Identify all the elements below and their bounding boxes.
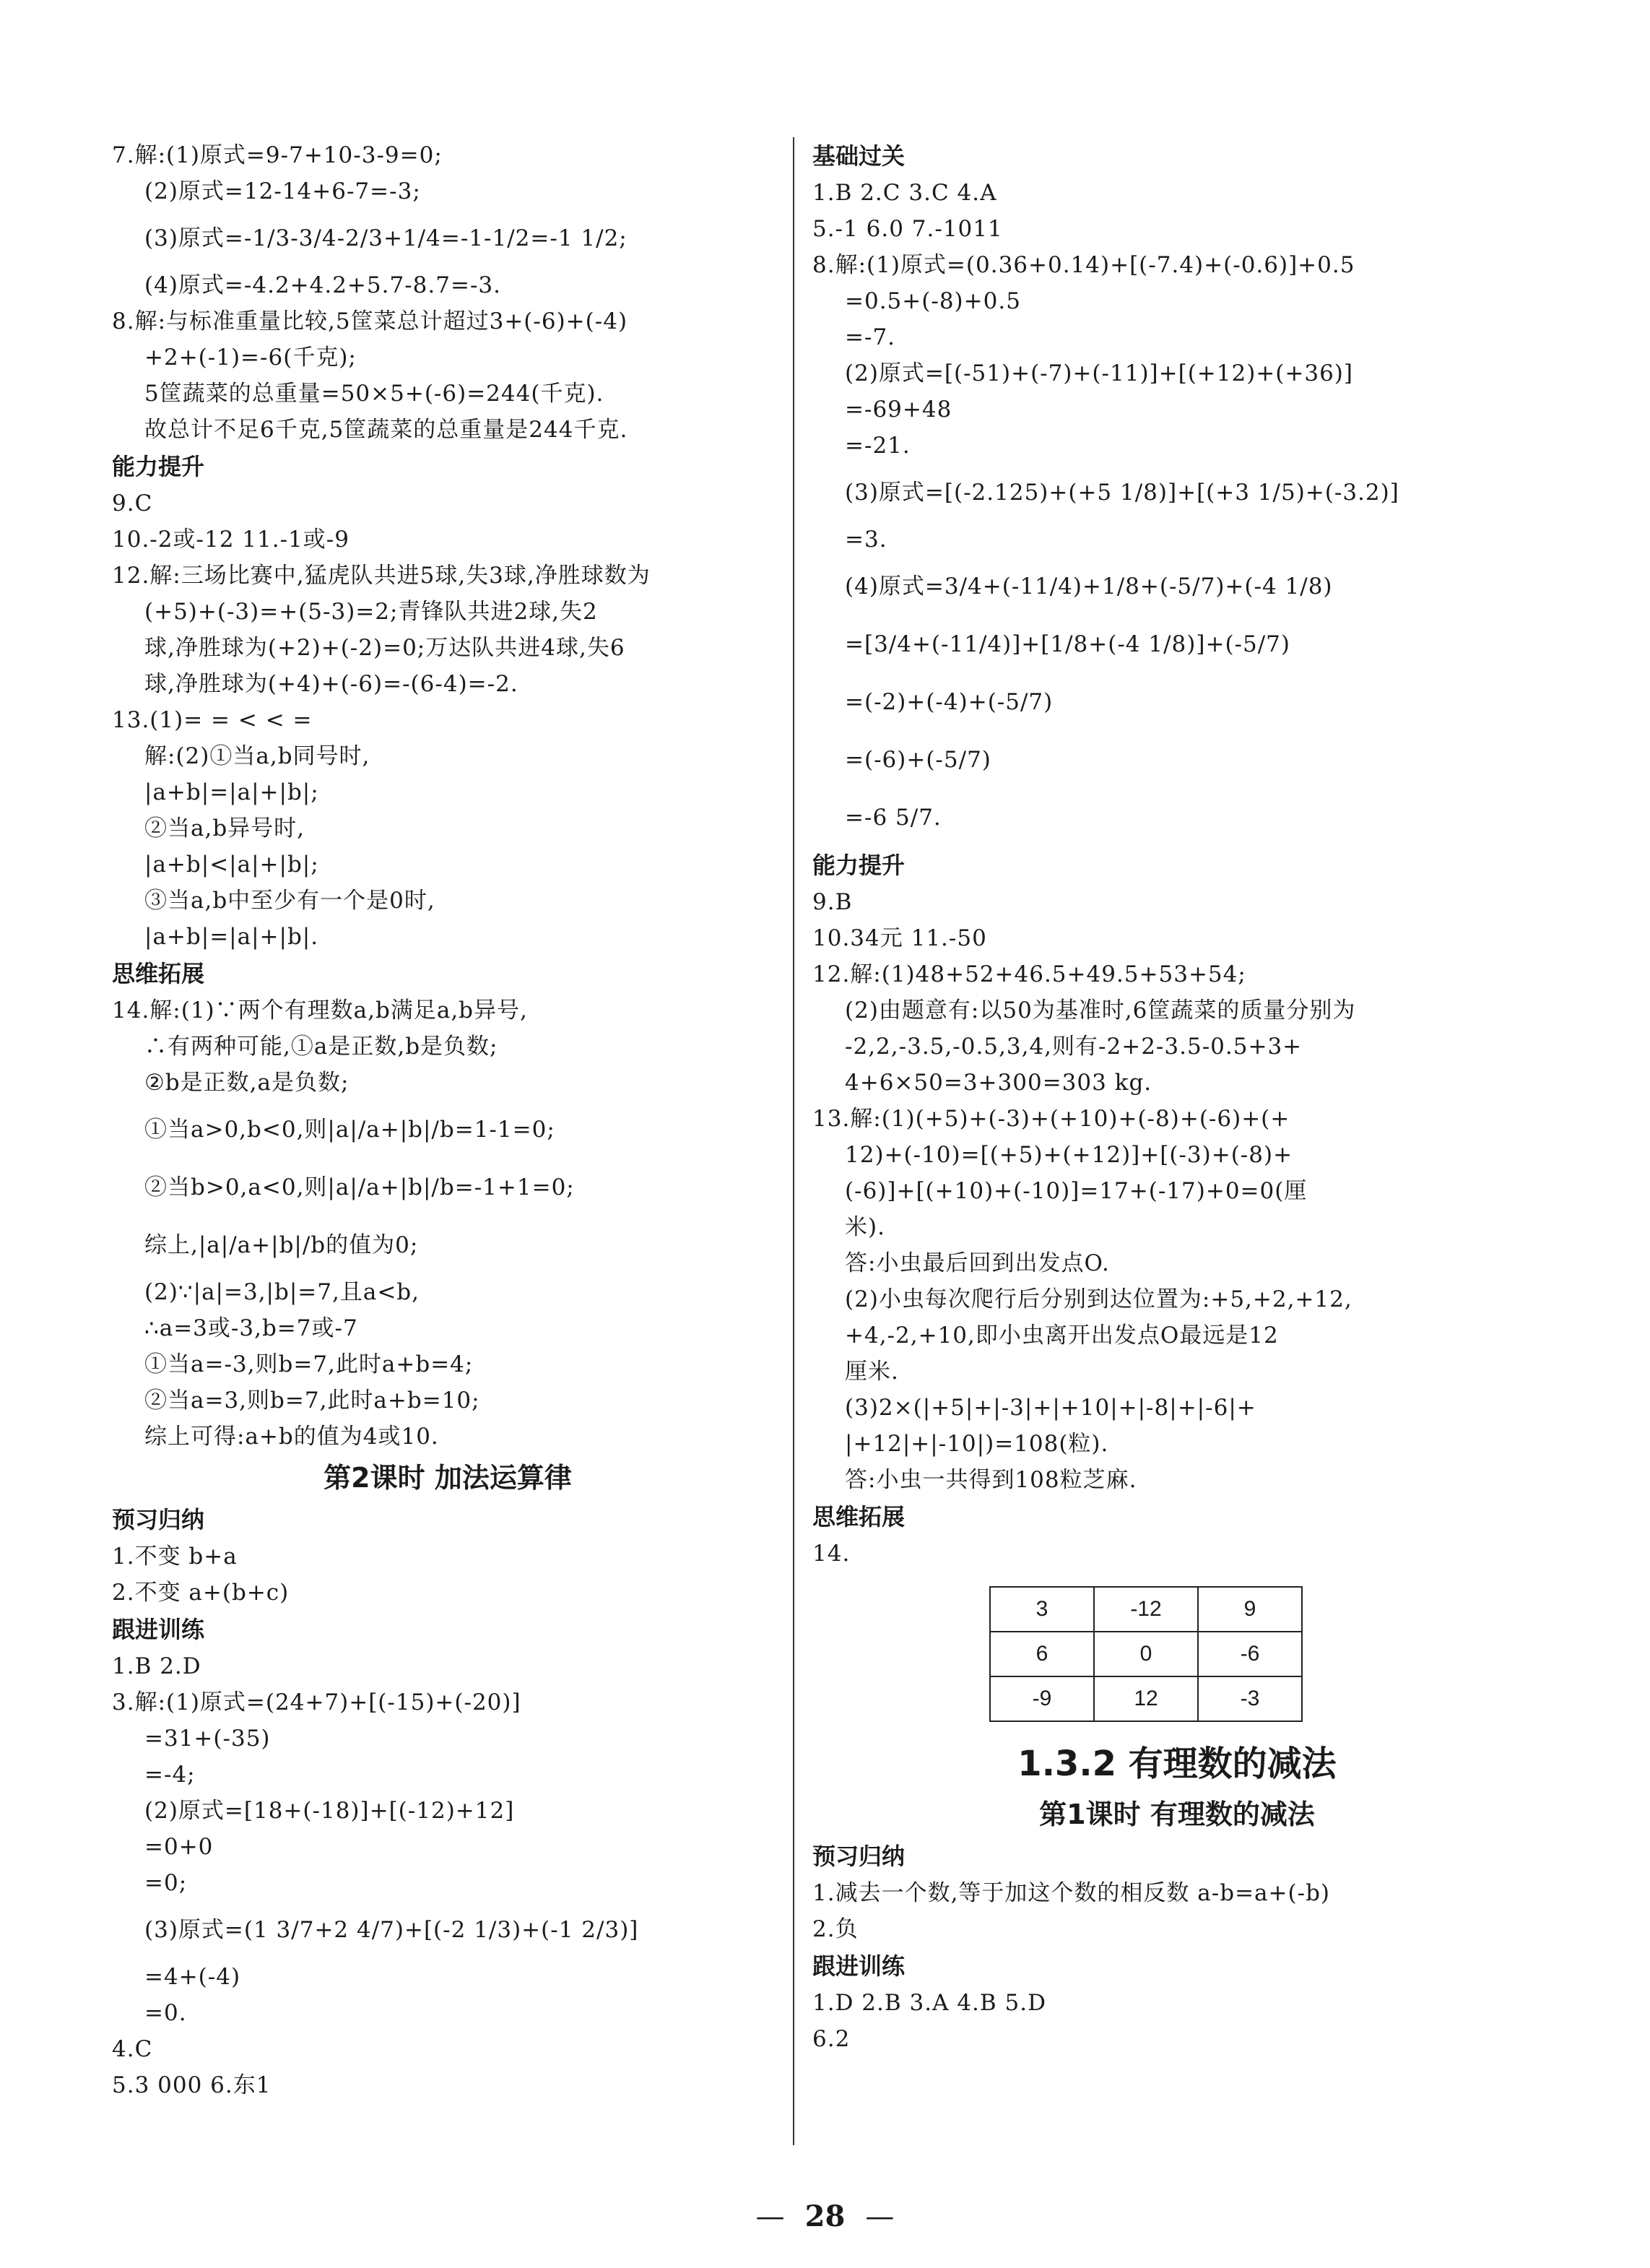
answer-line: +4,-2,+10,即小虫离开出发点O最远是12	[845, 1323, 1279, 1349]
answer-line: 1.B 2.C 3.C 4.A	[812, 180, 997, 206]
answer-line: (-6)]+[(+10)+(-10)]=17+(-17)+0=0(厘	[845, 1178, 1308, 1204]
table-cell: 6	[990, 1632, 1094, 1676]
magic-square-table	[989, 1586, 1303, 1722]
answer-line: 10.-2或-12 11.-1或-9	[112, 527, 349, 553]
answer-line: 13.解:(1)(+5)+(-3)+(+10)+(-8)+(-6)+(+	[812, 1106, 1290, 1132]
answer-line: ∴有两种可能,①a是正数,b是负数;	[144, 1034, 498, 1060]
answer-line: 7.解:(1)原式=9-7+10-3-9=0;	[112, 142, 443, 168]
answer-line: 8.解:(1)原式=(0.36+0.14)+[(-7.4)+(-0.6)]+0.5	[812, 252, 1355, 278]
answer-line: 14.解:(1)∵两个有理数a,b满足a,b异号,	[112, 997, 528, 1023]
answer-line: |a+b|<|a|+|b|;	[144, 852, 319, 878]
answer-line: 1.B 2.D	[112, 1653, 201, 1679]
table-cell: 12	[1094, 1676, 1198, 1721]
answer-line: 12.解:(1)48+52+46.5+49.5+53+54;	[812, 961, 1246, 987]
lesson-title: 第1课时 有理数的减法	[1039, 1799, 1315, 1830]
table-row	[990, 1676, 1302, 1721]
answer-line: ③当a,b中至少有一个是0时,	[144, 888, 435, 914]
table-row	[990, 1587, 1302, 1632]
table-cell: -3	[1198, 1676, 1302, 1721]
answer-line: (2)原式=[18+(-18)]+[(-12)+12]	[144, 1798, 515, 1824]
answer-line: 解:(2)①当a,b同号时,	[144, 743, 370, 769]
lesson-title: 第2课时 加法运算律	[324, 1462, 572, 1494]
answer-line: 2.负	[812, 1916, 859, 1942]
answer-line: =0.5+(-8)+0.5	[845, 288, 1021, 314]
answer-line: =[3/4+(-11/4)]+[1/8+(-4 1/8)]+(-5/7)	[845, 631, 1290, 657]
answer-line: (4)原式=3/4+(-11/4)+1/8+(-5/7)+(-4 1/8)	[845, 574, 1333, 600]
answer-line: =-21.	[845, 433, 911, 459]
answer-line: 球,净胜球为(+4)+(-6)=-(6-4)=-2.	[144, 671, 518, 697]
answer-line: 故总计不足6千克,5筐蔬菜的总重量是244千克.	[144, 417, 628, 443]
answer-line: ①当a=-3,则b=7,此时a+b=4;	[144, 1351, 474, 1377]
answer-line: 5筐蔬菜的总重量=50×5+(-6)=244(千克).	[144, 381, 604, 407]
answer-line: 6.2	[812, 2026, 851, 2052]
answer-line: =-6 5/7.	[845, 805, 942, 831]
answer-line: 10.34元 11.-50	[812, 925, 987, 951]
answer-line: ②当a,b异号时,	[144, 815, 305, 841]
left-column	[112, 137, 783, 2103]
answer-line: 3.解:(1)原式=(24+7)+[(-15)+(-20)]	[112, 1689, 521, 1715]
answer-line: =(-2)+(-4)+(-5/7)	[845, 689, 1054, 715]
answer-line: (2)原式=12-14+6-7=-3;	[144, 178, 421, 204]
answer-line: 14.	[812, 1541, 851, 1567]
answer-line: 2.不变 a+(b+c)	[112, 1580, 290, 1606]
answer-line: 5.3 000 6.东1	[112, 2072, 272, 2098]
answer-line: 9.B	[812, 889, 853, 915]
answer-line: ②当b>0,a<0,则|a|/a+|b|/b=-1+1=0;	[144, 1174, 575, 1200]
section-heading: 能力提升	[812, 852, 906, 879]
right-column	[812, 137, 1542, 2057]
answer-line: (+5)+(-3)=+(5-3)=2;青锋队共进2球,失2	[144, 599, 598, 625]
answer-line: (3)2×(|+5|+|-3|+|+10|+|-8|+|-6|+	[845, 1395, 1256, 1421]
answer-line: 综上可得:a+b的值为4或10.	[144, 1424, 439, 1450]
section-heading: 跟进训练	[812, 1952, 906, 1980]
section-heading: 预习归纳	[112, 1506, 205, 1533]
answer-line: +2+(-1)=-6(千克);	[144, 345, 357, 371]
answer-line: (2)由题意有:以50为基准时,6筐蔬菜的质量分别为	[845, 997, 1356, 1023]
answer-line: (2)小虫每次爬行后分别到达位置为:+5,+2,+12,	[845, 1286, 1352, 1312]
answer-line: ∴a=3或-3,b=7或-7	[144, 1315, 358, 1341]
answer-line: =31+(-35)	[144, 1726, 271, 1752]
table-cell: -9	[990, 1676, 1094, 1721]
answer-line: 1.不变 b+a	[112, 1544, 238, 1570]
table-cell: -12	[1094, 1587, 1198, 1632]
answer-line: 1.D 2.B 3.A 4.B 5.D	[812, 1990, 1046, 2016]
answer-line: 答:小虫一共得到108粒芝麻.	[845, 1467, 1137, 1493]
answer-line: 9.C	[112, 490, 153, 516]
table-cell: -6	[1198, 1632, 1302, 1676]
column-divider	[793, 137, 794, 2145]
section-heading: 基础过关	[812, 142, 906, 170]
table-cell: 9	[1198, 1587, 1302, 1632]
answer-line: 米).	[845, 1214, 885, 1240]
table-cell: 0	[1094, 1632, 1198, 1676]
answer-line: 12)+(-10)=[(+5)+(+12)]+[(-3)+(-8)+	[845, 1142, 1293, 1168]
answer-line: =-69+48	[845, 397, 952, 423]
answer-line: (3)原式=(1 3/7+2 4/7)+[(-2 1/3)+(-1 2/3)]	[144, 1917, 639, 1943]
section-heading: 跟进训练	[112, 1616, 205, 1643]
answer-line: |a+b|=|a|+|b|;	[144, 779, 319, 805]
answer-line: 答:小虫最后回到出发点O.	[845, 1250, 1110, 1276]
answer-line: =3.	[845, 527, 887, 553]
answer-line: 4.C	[112, 2036, 153, 2062]
answer-line: =0+0	[144, 1834, 214, 1860]
answer-line: 8.解:与标准重量比较,5筐菜总计超过3+(-6)+(-4)	[112, 308, 628, 334]
answer-line: (3)原式=-1/3-3/4-2/3+1/4=-1-1/2=-1 1/2;	[144, 225, 628, 251]
answer-line: 4+6×50=3+300=303 kg.	[845, 1070, 1152, 1096]
answer-line: |+12|+|-10|)=108(粒).	[845, 1431, 1109, 1457]
answer-line: ②当a=3,则b=7,此时a+b=10;	[144, 1388, 480, 1414]
answer-line: -2,2,-3.5,-0.5,3,4,则有-2+2-3.5-0.5+3+	[845, 1034, 1303, 1060]
answer-line: (4)原式=-4.2+4.2+5.7-8.7=-3.	[144, 272, 502, 298]
section-heading: 思维拓展	[812, 1503, 906, 1531]
section-heading: 预习归纳	[812, 1843, 906, 1870]
answer-line: ①当a>0,b<0,则|a|/a+|b|/b=1-1=0;	[144, 1117, 555, 1143]
answer-line: 综上,|a|/a+|b|/b的值为0;	[144, 1232, 419, 1258]
answer-line: (2)∵|a|=3,|b|=7,且a<b,	[144, 1279, 420, 1305]
answer-line: =0;	[144, 1870, 188, 1896]
answer-line: =(-6)+(-5/7)	[845, 747, 991, 773]
table-cell: 3	[990, 1587, 1094, 1632]
answer-line: (3)原式=[(-2.125)+(+5 1/8)]+[(+3 1/5)+(-3.2)]	[845, 480, 1399, 506]
answer-line: |a+b|=|a|+|b|.	[144, 924, 319, 950]
answer-line: =0.	[144, 2000, 187, 2026]
answer-line: =4+(-4)	[144, 1964, 241, 1990]
page-number: — 28 —	[755, 2199, 895, 2233]
answer-line: 13.(1)= = < < =	[112, 707, 313, 733]
answer-line: 球,净胜球为(+2)+(-2)=0;万达队共进4球,失6	[144, 635, 625, 661]
answer-line: (2)原式=[(-51)+(-7)+(-11)]+[(+12)+(+36)]	[845, 360, 1353, 386]
section-heading: 能力提升	[112, 453, 205, 480]
answer-line: ②b是正数,a是负数;	[144, 1070, 349, 1096]
answer-line: 1.减去一个数,等于加这个数的相反数 a-b=a+(-b)	[812, 1880, 1331, 1906]
page-number-text: 28	[804, 2199, 846, 2233]
answer-line: 厘米.	[845, 1359, 899, 1385]
answer-line: 5.-1 6.0 7.-1011	[812, 216, 1003, 242]
table-row	[990, 1632, 1302, 1676]
answer-line: 12.解:三场比赛中,猛虎队共进5球,失3球,净胜球数为	[112, 563, 651, 589]
section-heading: 思维拓展	[112, 960, 205, 987]
answer-line: =-4;	[144, 1762, 196, 1788]
chapter-title: 1.3.2 有理数的减法	[1017, 1744, 1337, 1784]
answer-line: =-7.	[845, 324, 896, 350]
